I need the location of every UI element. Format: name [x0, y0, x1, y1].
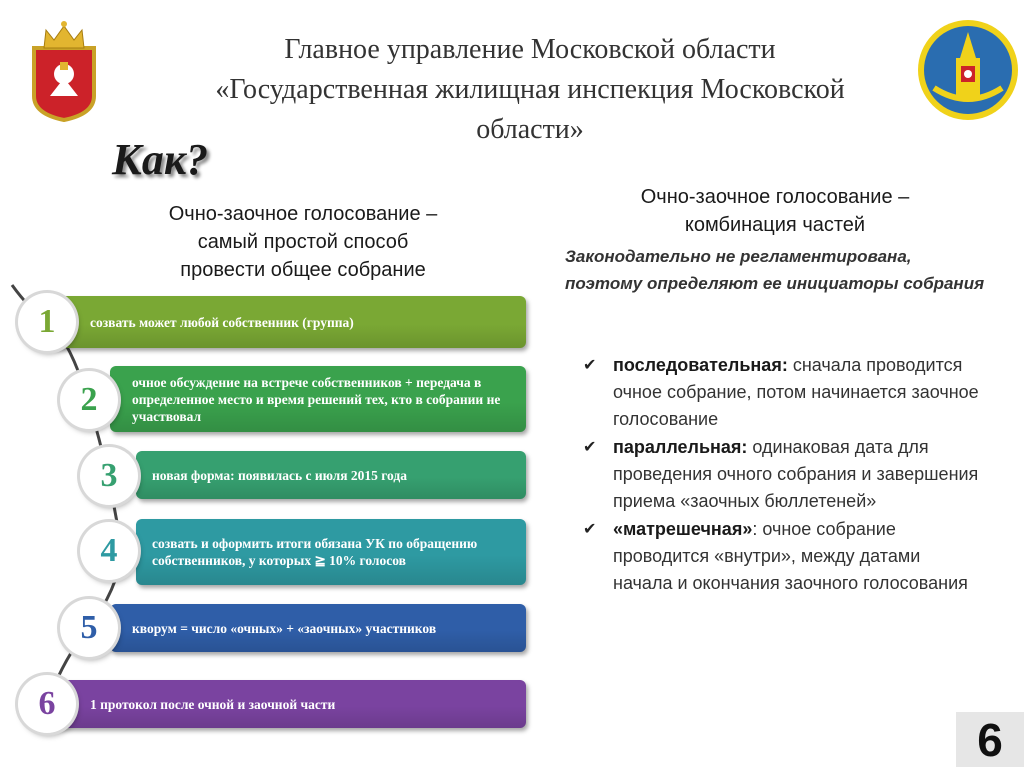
bullet-term: параллельная: — [613, 437, 748, 457]
question-heading: Как? — [112, 135, 209, 184]
step-number-2: 2 — [60, 371, 118, 429]
right-panel-title — [570, 183, 980, 239]
step-number-3: 3 — [80, 447, 138, 505]
page-title — [120, 30, 940, 150]
page-number: 6 — [956, 712, 1024, 767]
title-line-1: Главное управление Московской области — [284, 34, 776, 65]
step-number-1: 1 — [18, 293, 76, 351]
title-line-2: «Государственная жилищная инспекция Московской — [215, 74, 845, 105]
step-number-4: 4 — [80, 522, 138, 580]
right-panel-note: Законодательно не регламентирована, поэтому определяют ее инициаторы собрания — [565, 247, 985, 293]
checkmark-icon: ✔ — [583, 357, 597, 374]
step-text-6: 1 протокол после очной и заочной части — [90, 696, 336, 712]
step-text-5: кворум = число «очных» + «заочных» участников — [132, 620, 437, 636]
step-bar-6 — [52, 680, 526, 728]
bullet-term: «матрешечная» — [613, 519, 753, 539]
left-subtitle — [118, 200, 488, 284]
left-subtitle-line-3: провести общее собрание — [180, 259, 426, 281]
step-text-2: очное обсуждение на встрече собственников + передача в определенное место и время решений тех, кто в собрании не участвовал — [132, 374, 501, 424]
step-bar-5 — [110, 604, 526, 652]
left-subtitle-line-2: самый простой способ — [197, 231, 409, 253]
left-subtitle-line-1: Очно-заочное голосование – — [168, 203, 438, 225]
bullet-term: последовательная: — [613, 355, 788, 375]
right-title-line-1: Очно-заочное голосование – — [640, 186, 910, 208]
step-bar-3 — [136, 451, 526, 499]
voting-types-list — [583, 352, 983, 598]
step-text-3: новая форма: появилась с июля 2015 года — [152, 467, 407, 483]
step-text-4: созвать и оформить итоги обязана УК по обращению собственников, у которых ≧ 10% голосов — [152, 536, 478, 568]
step-bar-2 — [110, 366, 526, 432]
list-item — [583, 516, 983, 597]
title-line-3: области» — [476, 114, 584, 145]
step-bar-4 — [136, 519, 526, 585]
checkmark-icon: ✔ — [583, 521, 597, 538]
list-item — [583, 434, 983, 515]
step-number-6: 6 — [18, 675, 76, 733]
checkmark-icon: ✔ — [583, 439, 597, 456]
list-item — [583, 352, 983, 433]
bullet-text: : очное собрание проводится «внутри», между датами начала и окончания заочного голосования — [613, 519, 968, 593]
step-bar-1 — [52, 296, 526, 348]
bullet-text: сначала проводится очное собрание, потом начинается заочное голосование — [613, 355, 979, 429]
bullet-text: одинаковая дата для проведения очного собрания и завершения приема «заочных бюллетеней» — [613, 437, 979, 511]
step-text-1: созвать может любой собственник (группа) — [90, 314, 354, 330]
step-number-5: 5 — [60, 599, 118, 657]
right-title-line-2: комбинация частей — [684, 214, 866, 236]
